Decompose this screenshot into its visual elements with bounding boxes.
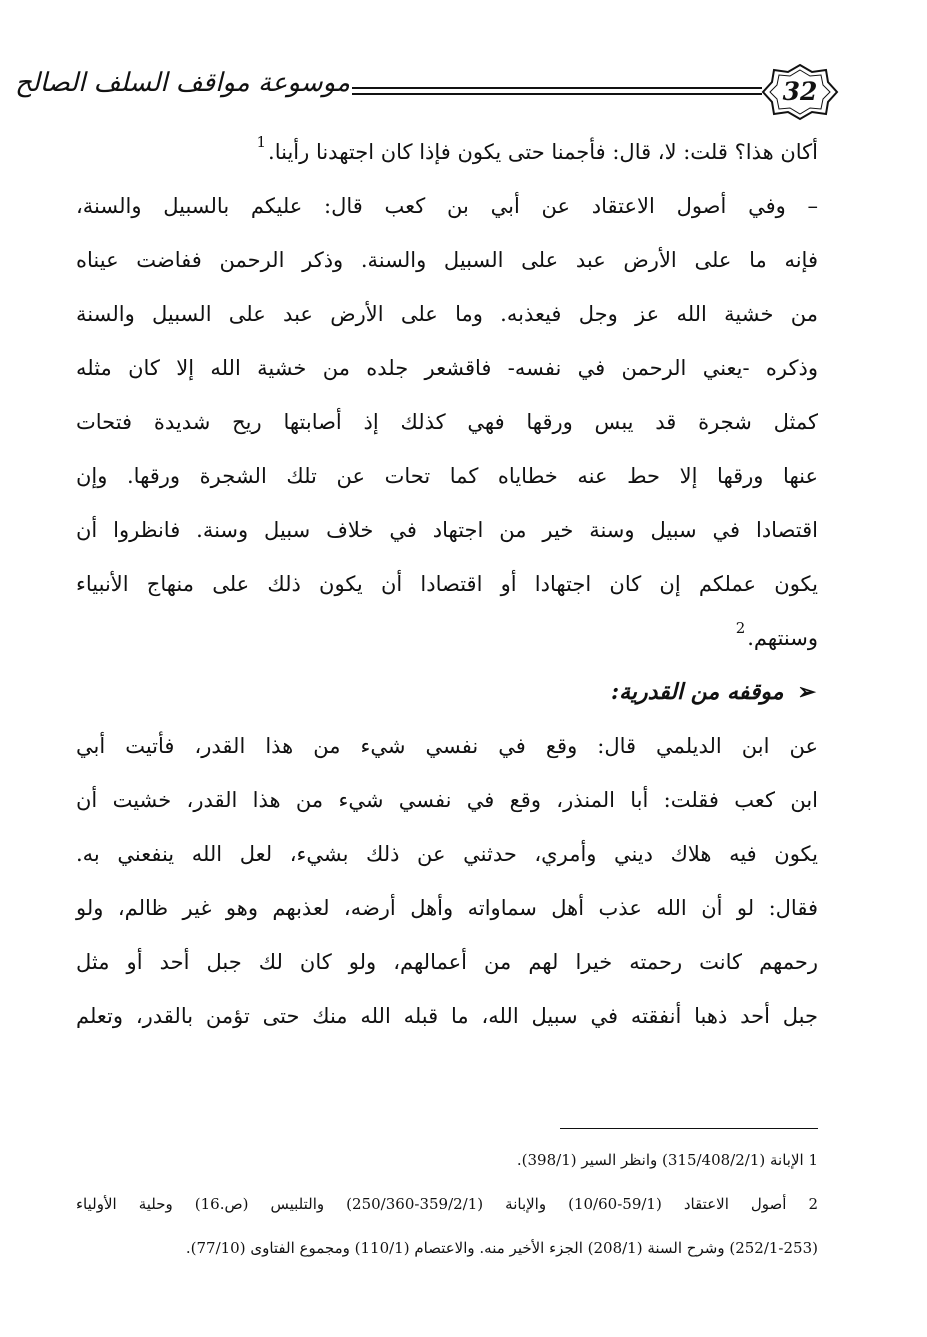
arrow-bullet-icon: ➢	[797, 679, 816, 705]
text-line: – وفي أصول الاعتقاد عن أبي بن كعب قال: عليكم بالسبيل والسنة،	[76, 194, 818, 218]
line-text: أكان هذا؟ قلت: لا، قال: فأجمنا حتى يكون فإذا كان اجتهدنا رأينا.	[268, 140, 818, 164]
footnote-2: 2 أصول الاعتقاد (59/1-10/60) والإبانة (359/2/1-250/360) والتلبيس (ص.16) وحلية الأولياء	[76, 1195, 819, 1213]
footnote-1: 1 الإبانة (315/408/2/1) وانظر السير (398/1).	[516, 1151, 818, 1169]
main-text	[76, 125, 818, 1043]
text-line: جبل أحد ذهبا أنفقته في سبيل الله، ما قبله الله منك حتى تؤمن بالقدر، وتعلم	[76, 1004, 818, 1028]
text-line: رحمهم كانت رحمته خيرا لهم من أعمالهم، ولو كان لك جبل أحد أو مثل	[76, 950, 818, 974]
text-line	[76, 125, 818, 179]
footnote-separator	[560, 1128, 818, 1129]
footnote-2-cont: (252/1-253) وشرح السنة (208/1) الجزء الأخير منه. والاعتصام (110/1) ومجموع الفتاوى (77/10).	[185, 1239, 818, 1257]
text-line: عنها ورقها إلا حط عنه خطاياه كما تحات عن تلك الشجرة ورقها. وإن	[76, 464, 818, 488]
section-heading-text: موقفه من القدرية:	[610, 679, 784, 705]
page-number: 32	[782, 77, 818, 106]
header-rule	[352, 87, 762, 95]
series-title: موسوعة مواقف السلف الصالح	[15, 68, 350, 98]
footnote-ref: 2	[735, 619, 746, 637]
text-line: فإنه ما على الأرض عبد على السبيل والسنة. وذكر الرحمن ففاضت عيناه	[76, 248, 818, 272]
text-line: يكون عملكم إن كان اجتهادا أو اقتصادا أن يكون ذلك على منهاج الأنبياء	[76, 572, 818, 596]
line-text: وسنتهم.	[747, 626, 818, 650]
page-header	[15, 62, 840, 122]
text-line: فقال: لو أن الله عذب أهل سماواته وأهل أرضه، لعذبهم وهو غير ظالم، ولو	[76, 896, 818, 920]
section-heading	[76, 665, 818, 719]
text-line: اقتصادا في سبيل وسنة خير من اجتهاد في خلاف سبيل وسنة. فانظروا أن	[76, 518, 818, 542]
text-line	[76, 611, 818, 665]
page-number-badge	[760, 62, 840, 122]
footnotes	[76, 1138, 818, 1270]
text-line: ابن كعب فقلت: أبا المنذر، وقع في نفسي شيء من هذا القدر، خشيت أن	[76, 788, 818, 812]
footnote-ref: 1	[256, 133, 267, 151]
text-line: يكون فيه هلاك ديني وأمري، حدثني عن ذلك بشيء، لعل الله ينفعني به.	[76, 842, 818, 866]
text-line: كمثل شجرة قد يبس ورقها فهي كذلك إذ أصابتها ريح شديدة فتحات	[76, 410, 818, 434]
text-line: من خشية الله عز وجل فيعذبه. وما على الأرض عبد على السبيل والسنة	[76, 302, 818, 326]
text-line: وذكره -يعني الرحمن في نفسه- فاقشعر جلده من خشية الله إلا كان مثله	[76, 356, 818, 380]
text-line: عن ابن الديلمي قال: وقع في نفسي شيء من هذا القدر، فأتيت أبي	[76, 734, 818, 758]
